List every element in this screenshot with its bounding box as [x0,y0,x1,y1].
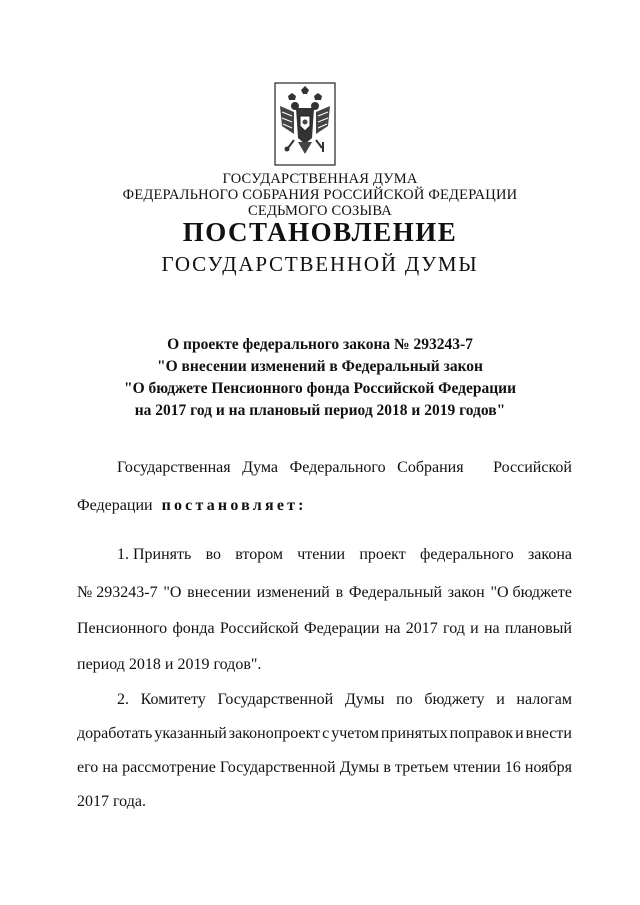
double-headed-eagle-icon [274,82,336,166]
subject-line-3: "О бюджете Пенсионного фонда Российской Федерации [123,380,517,397]
body-word: Комитету [140,691,206,708]
item2-line-3 [77,758,572,778]
body-word: Думы [339,759,380,776]
body-word: на [384,620,401,637]
body-word: налогам [516,691,572,708]
body-word: бюджету [424,691,485,708]
body-word: поправок [449,725,514,742]
preamble-word: Государственная [117,459,231,476]
body-word: Федеральный [348,584,443,601]
preamble-line-1 [117,458,572,478]
subject-line-4: на 2017 год и на плановый период 2018 и 2019 годов" [134,402,506,419]
decree-word: постановляет: [161,497,307,514]
body-word: и [470,620,479,637]
body-word: Государственной [217,691,334,708]
body-word: год [443,620,465,637]
state-emblem [274,82,336,166]
body-word: и [496,691,505,708]
body-word: № 293243-7 [77,584,158,601]
preamble-word: Федерального [289,459,386,476]
body-word: Российской [219,620,299,637]
item2-line-2 [77,724,572,744]
body-word: ноября [524,759,572,776]
body-word: втором [235,546,284,563]
body-word: принятых [380,725,448,742]
body-word: с [322,725,330,742]
body-word: Федерации [304,620,380,637]
preamble-line-2 [77,496,307,516]
body-word: в [335,584,344,601]
body-word: "О бюджете [490,584,572,601]
body-word: доработать [77,725,153,742]
body-word: по [396,691,413,708]
item1-line-1 [117,545,572,565]
org-line-3: СЕДЬМОГО СОЗЫВА [248,203,392,219]
body-word: его [77,759,99,776]
body-word: рассмотрение [122,759,216,776]
body-word: указанный [154,725,227,742]
preamble-word: Собрания [397,459,464,476]
preamble-word: Российской [493,459,572,476]
body-word: фонда [172,620,215,637]
body-word: и [515,725,524,742]
subject-line-1: О проекте федерального закона № 293243-7 [167,336,473,353]
item1-line-2 [77,583,572,603]
body-word: "О [163,584,182,601]
item1-line-3 [77,619,572,639]
body-word: третьем [395,759,449,776]
body-word: закон [447,584,485,601]
body-word: внести [525,725,572,742]
body-word: чтении [452,759,501,776]
body-word: 1. Принять [117,546,192,563]
body-word: Государственной [219,759,336,776]
body-word: Пенсионного [77,620,168,637]
org-line-2: ФЕДЕРАЛЬНОГО СОБРАНИЯ РОССИЙСКОЙ ФЕДЕРАЦИИ [122,187,518,203]
document-subject [0,334,640,422]
document-type-title: ПОСТАНОВЛЕНИЕ [182,217,458,247]
body-word: внесении [187,584,251,601]
preamble-word: Дума [242,459,278,476]
body-word: в [383,759,391,776]
org-line-1: ГОСУДАРСТВЕННАЯ ДУМА [222,171,418,187]
body-word: закона [527,546,572,563]
body-word: плановый [504,620,572,637]
body-word: чтении [297,546,346,563]
subject-line-2: "О внесении изменений в Федеральный закон [157,358,483,375]
body-word: на [102,759,119,776]
preamble-word: Федерации [77,497,153,514]
body-word: на [483,620,500,637]
body-word: 2. [117,691,129,708]
body-word: изменений [256,584,330,601]
document-issuer: ГОСУДАРСТВЕННОЙ ДУМЫ [161,252,479,276]
item2-line-4: 2017 года. [77,793,146,810]
item1-line-4: период 2018 и 2019 годов". [77,656,262,673]
body-word: учетом [331,725,379,742]
body-word: федерального [419,546,514,563]
body-word: Думы [344,691,385,708]
item2-line-1 [117,690,572,710]
body-word: во [205,546,222,563]
body-word: 2017 [405,620,438,637]
body-word: проект [359,546,406,563]
body-word: 16 [504,759,521,776]
body-word: законопроект [228,725,321,742]
